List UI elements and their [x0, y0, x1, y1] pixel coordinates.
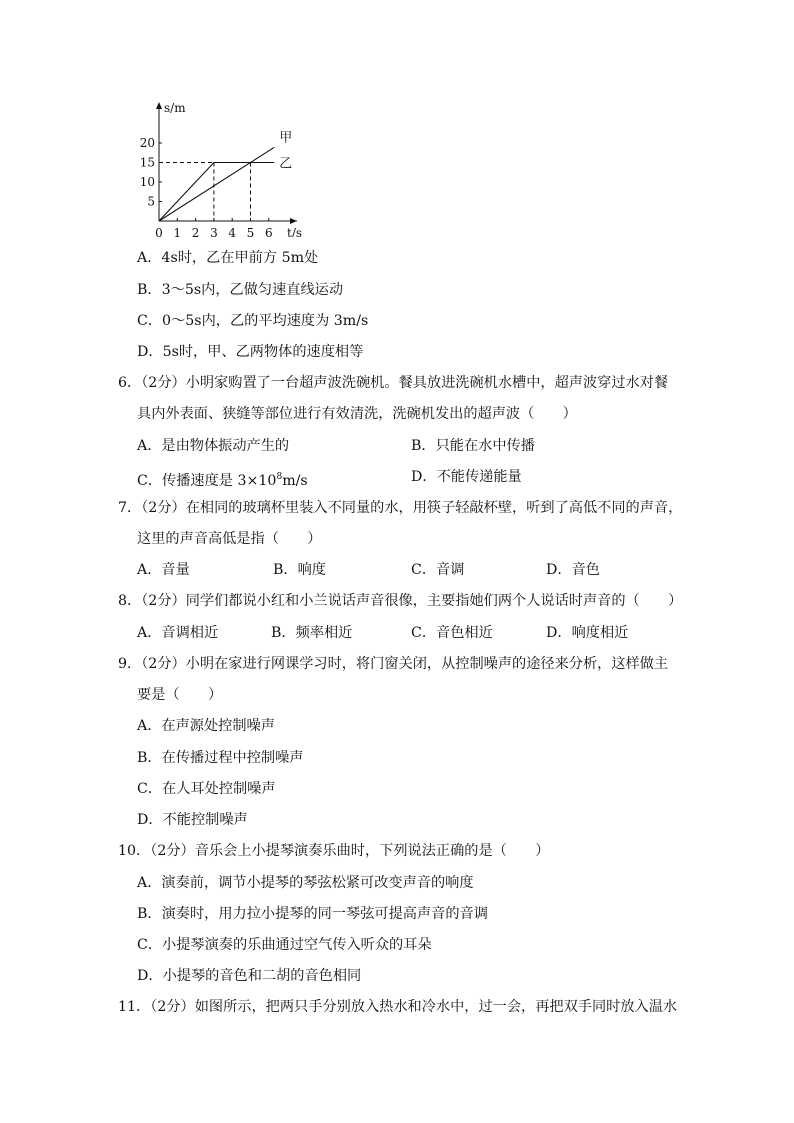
y-axis-arrow [156, 102, 162, 109]
x-axis-label: t/s [287, 226, 303, 237]
q10-option-d: D．小提琴的音色和二胡的音色相同 [137, 968, 362, 984]
y-axis-label: s/m [164, 101, 186, 115]
q7-option-c: C．音调 [411, 562, 465, 578]
q10-option-c: C．小提琴演奏的乐曲通过空气传入听众的耳朵 [137, 937, 432, 953]
q5-option-b: B．3～5s内，乙做匀速直线运动 [137, 282, 344, 298]
series-label-2: 乙 [279, 156, 293, 172]
q9-stem-line1: 9．（2分）小明在家进行网课学习时，将门窗关闭，从控制噪声的途径来分析，这样做主 [118, 656, 669, 672]
y-tick-label: 5 [147, 194, 155, 209]
series-line-1 [159, 147, 274, 221]
graph-labels [140, 101, 302, 237]
q9-option-a: A．在声源处控制噪声 [137, 718, 275, 734]
y-tick-label: 20 [139, 136, 155, 150]
q6-option-d: D．不能传递能量 [411, 469, 522, 485]
x-tick-label: 2 [191, 226, 200, 237]
x-tick-label: 0 [155, 226, 163, 237]
q9-option-b: B．在传播过程中控制噪声 [137, 750, 304, 766]
q6-option-c-unit: m/s [282, 473, 308, 489]
x-tick-label: 3 [210, 226, 218, 237]
q7-stem-line1: 7．（2分）在相同的玻璃杯里装入不同量的水，用筷子轻敲杯壁，听到了高低不同的声音， [118, 500, 683, 516]
q9-option-c: C．在人耳处控制噪声 [137, 781, 276, 797]
q8-stem: 8．（2分）同学们都说小红和小兰说话声音很像，主要指她们两个人说话时声音的（ ） [118, 593, 683, 609]
q6-option-c-prefix: C．传播速度是 3×10 [137, 473, 277, 489]
q9-stem-line2: 要是（ ） [137, 687, 223, 703]
x-tick-label: 1 [173, 226, 182, 237]
q11-stem: 11．（2分）如图所示，把两只手分别放入热水和冷水中，过一会，再把双手同时放入温水 [118, 999, 678, 1015]
y-tick-label: 15 [139, 155, 155, 170]
y-tick-label: 10 [139, 175, 155, 189]
x-tick-label: 6 [264, 226, 273, 237]
s-t-graph [135, 92, 305, 237]
q8-option-a: A．音调相近 [137, 625, 219, 641]
q5-option-c: C．0～5s内，乙的平均速度为 3m/s [137, 313, 369, 329]
q7-option-a: A．音量 [137, 562, 190, 578]
q5-option-a: A．4s时，乙在甲前方 5m处 [137, 250, 319, 266]
series-line-2 [159, 163, 274, 222]
q5-option-d: D．5s时，甲、乙两物体的速度相等 [137, 344, 364, 360]
q7-option-d: D．音色 [546, 562, 600, 578]
q10-option-a: A．演奏前，调节小提琴的琴弦松紧可改变声音的响度 [137, 875, 474, 891]
q8-option-b: B．频率相近 [271, 625, 353, 641]
q7-stem-line2: 这里的声音高低是指（ ） [137, 531, 322, 547]
q10-stem: 10．（2分）音乐会上小提琴演奏乐曲时，下列说法正确的是（ ） [118, 843, 550, 859]
graph-series [159, 147, 274, 221]
q6-option-a: A．是由物体振动产生的 [137, 438, 290, 454]
x-tick-label: 4 [228, 226, 237, 237]
q9-option-d: D．不能控制噪声 [137, 812, 248, 828]
x-tick-label: 5 [246, 226, 255, 237]
q6-stem-line1: 6．（2分）小明家购置了一台超声波洗碗机。餐具放进洗碗机水槽中，超声波穿过水对餐 [118, 375, 669, 391]
q6-option-b: B．只能在水中传播 [411, 438, 535, 454]
q6-stem-line2: 具内外表面、狭缝等部位进行有效清洗，洗碗机发出的超声波（ ） [137, 406, 577, 422]
q7-option-b: B．响度 [273, 562, 326, 578]
q6-option-c [137, 467, 308, 491]
q8-option-c: C．音色相近 [411, 625, 493, 641]
q8-option-d: D．响度相近 [546, 625, 629, 641]
q6-option-c-exponent: 8 [276, 472, 283, 482]
x-axis-arrow [290, 218, 297, 224]
q10-option-b: B．演奏时，用力拉小提琴的同一琴弦可提高声音的音调 [137, 906, 488, 922]
series-label-1: 甲 [279, 130, 293, 146]
